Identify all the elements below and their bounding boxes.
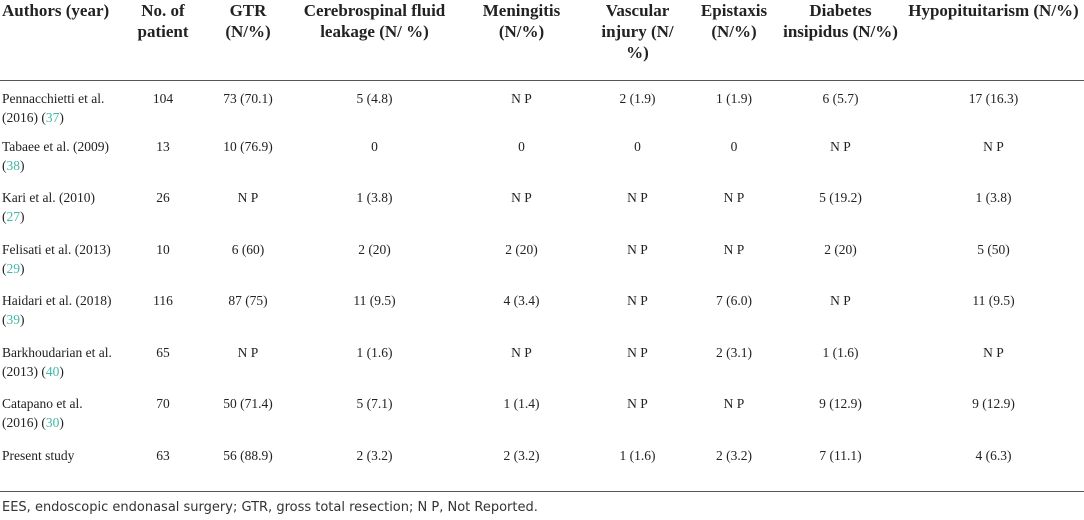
cell-csf: 1 (1.6) <box>356 344 393 360</box>
cell-men: 1 (1.4) <box>503 396 540 411</box>
cell-epi: N P <box>723 396 745 411</box>
cell-men: N P <box>511 91 532 106</box>
cell-gtr: 56 (88.9) <box>223 447 273 463</box>
cell-di: 7 (11.1) <box>819 447 862 463</box>
table-body <box>0 81 1084 498</box>
author-cell <box>0 446 121 498</box>
cell-hypo: 9 (12.9) <box>972 396 1015 411</box>
table-row <box>0 291 1084 343</box>
table-footnote: EES, endoscopic endonasal surgery; GTR, gross total resection; N P, Not Reported. <box>2 500 538 515</box>
author-text: Kari et al. (2010) ( <box>2 190 95 224</box>
cell-gtr: N P <box>237 190 259 205</box>
cell-csf: 2 (3.2) <box>356 447 393 463</box>
header-meningitis: Meningitis (N/%) <box>458 0 585 81</box>
cell-n: 63 <box>156 447 170 463</box>
cell-men: N P <box>511 344 532 360</box>
cell-csf: 5 (7.1) <box>356 396 393 411</box>
cell-di: N P <box>830 138 851 154</box>
cell-csf: 2 (20) <box>358 241 391 257</box>
cell-n: 70 <box>156 396 170 411</box>
table-row <box>0 188 1084 240</box>
reference-link[interactable]: 29 <box>6 260 20 276</box>
cell-epi: N P <box>723 190 745 205</box>
author-text-close: ) <box>20 157 25 173</box>
cell-hypo: 17 (16.3) <box>968 91 1019 106</box>
cell-vasc: N P <box>627 190 648 205</box>
cell-csf: 0 <box>371 138 378 154</box>
table-row <box>0 394 1084 446</box>
author-cell <box>0 81 121 137</box>
table-header <box>0 0 1084 81</box>
cell-hypo: N P <box>983 344 1004 360</box>
cell-n: 10 <box>156 241 170 257</box>
cell-hypo: 11 (9.5) <box>972 293 1015 308</box>
table-row <box>0 137 1084 189</box>
cell-men: 2 (20) <box>505 241 538 257</box>
cell-gtr: 87 (75) <box>228 293 268 308</box>
table-row <box>0 240 1084 292</box>
cell-epi: 7 (6.0) <box>716 293 752 308</box>
cell-vasc: 1 (1.6) <box>619 447 656 463</box>
cell-epi: 2 (3.1) <box>716 344 752 360</box>
header-csf-leakage: Cerebrospinal fluid leakage (N/ %) <box>291 0 458 81</box>
author-text-close: ) <box>20 209 25 224</box>
cell-vasc: N P <box>627 396 648 411</box>
cell-gtr: 73 (70.1) <box>223 91 273 106</box>
reference-link[interactable]: 37 <box>45 110 60 125</box>
cell-di: 2 (20) <box>824 241 857 257</box>
header-authors: Authors (year) <box>0 0 121 81</box>
header-diabetes-insipidus: Diabetes insipidus (N/%) <box>778 0 903 81</box>
author-text: Tabaee et al. (2009) ( <box>2 138 109 173</box>
author-cell <box>0 343 121 395</box>
author-text: Present study <box>2 447 75 463</box>
reference-link[interactable]: 38 <box>6 157 20 173</box>
author-text: Catapano et al. (2016) ( <box>2 396 83 430</box>
cell-csf: 11 (9.5) <box>353 293 396 308</box>
author-cell <box>0 188 121 240</box>
cell-vasc: N P <box>627 344 648 360</box>
cell-men: 0 <box>518 138 525 154</box>
cell-gtr: 10 (76.9) <box>223 138 273 154</box>
cell-epi: N P <box>723 241 745 257</box>
cell-gtr: 50 (71.4) <box>223 396 273 411</box>
cell-vasc: N P <box>627 241 648 257</box>
cell-gtr: N P <box>237 344 259 360</box>
cell-men: 4 (3.4) <box>503 293 540 308</box>
author-cell <box>0 137 121 189</box>
reference-link[interactable]: 39 <box>6 312 20 327</box>
cell-di: N P <box>830 293 851 308</box>
author-cell <box>0 394 121 446</box>
cell-n: 65 <box>156 344 170 360</box>
author-text: Pennacchietti et al. (2016) ( <box>2 91 105 125</box>
table-bottom-rule <box>0 491 1084 492</box>
cell-gtr: 6 (60) <box>231 241 265 257</box>
author-text: Felisati et al. (2013) ( <box>2 241 111 276</box>
cell-n: 13 <box>156 138 170 154</box>
header-gtr: GTR (N/%) <box>205 0 291 81</box>
cell-n: 26 <box>156 190 170 205</box>
cell-hypo: N P <box>983 138 1004 154</box>
cell-hypo: 1 (3.8) <box>975 190 1012 205</box>
cell-vasc: 0 <box>634 138 641 154</box>
cell-di: 6 (5.7) <box>822 91 859 106</box>
author-text: Barkhoudarian et al. (2013) ( <box>2 344 112 379</box>
author-text-close: ) <box>59 363 64 379</box>
cell-n: 104 <box>152 91 174 106</box>
reference-link[interactable]: 40 <box>45 363 60 379</box>
cell-n: 116 <box>153 293 173 308</box>
table-row <box>0 343 1084 395</box>
table-row <box>0 81 1084 137</box>
cell-vasc: N P <box>627 293 648 308</box>
cell-hypo: 5 (50) <box>977 241 1010 257</box>
author-text: Haidari et al. (2018) ( <box>2 293 112 327</box>
author-cell <box>0 240 121 292</box>
reference-link[interactable]: 27 <box>6 209 20 224</box>
header-hypopituitarism: Hypopituitarism (N/%) <box>903 0 1084 81</box>
author-text-close: ) <box>59 110 64 125</box>
author-cell <box>0 291 121 343</box>
cell-di: 5 (19.2) <box>819 190 862 205</box>
cell-epi: 1 (1.9) <box>716 91 752 106</box>
cell-vasc: 2 (1.9) <box>619 91 656 106</box>
header-patients: No. of patient <box>121 0 205 81</box>
cell-men: 2 (3.2) <box>503 447 540 463</box>
cell-epi: 0 <box>730 138 738 154</box>
table-row <box>0 446 1084 498</box>
cell-epi: 2 (3.2) <box>716 447 752 463</box>
author-text-close: ) <box>20 260 25 276</box>
reference-link[interactable]: 30 <box>45 415 60 430</box>
header-vascular-injury: Vascular injury (N/ %) <box>585 0 690 81</box>
cell-csf: 5 (4.8) <box>356 91 393 106</box>
cell-di: 1 (1.6) <box>822 344 859 360</box>
cell-men: N P <box>511 190 532 205</box>
author-text-close: ) <box>20 312 25 327</box>
author-text-close: ) <box>59 415 64 430</box>
cell-di: 9 (12.9) <box>819 396 862 411</box>
header-epistaxis: Epistaxis (N/%) <box>690 0 778 81</box>
cell-csf: 1 (3.8) <box>356 190 393 205</box>
cell-hypo: 4 (6.3) <box>975 447 1012 463</box>
